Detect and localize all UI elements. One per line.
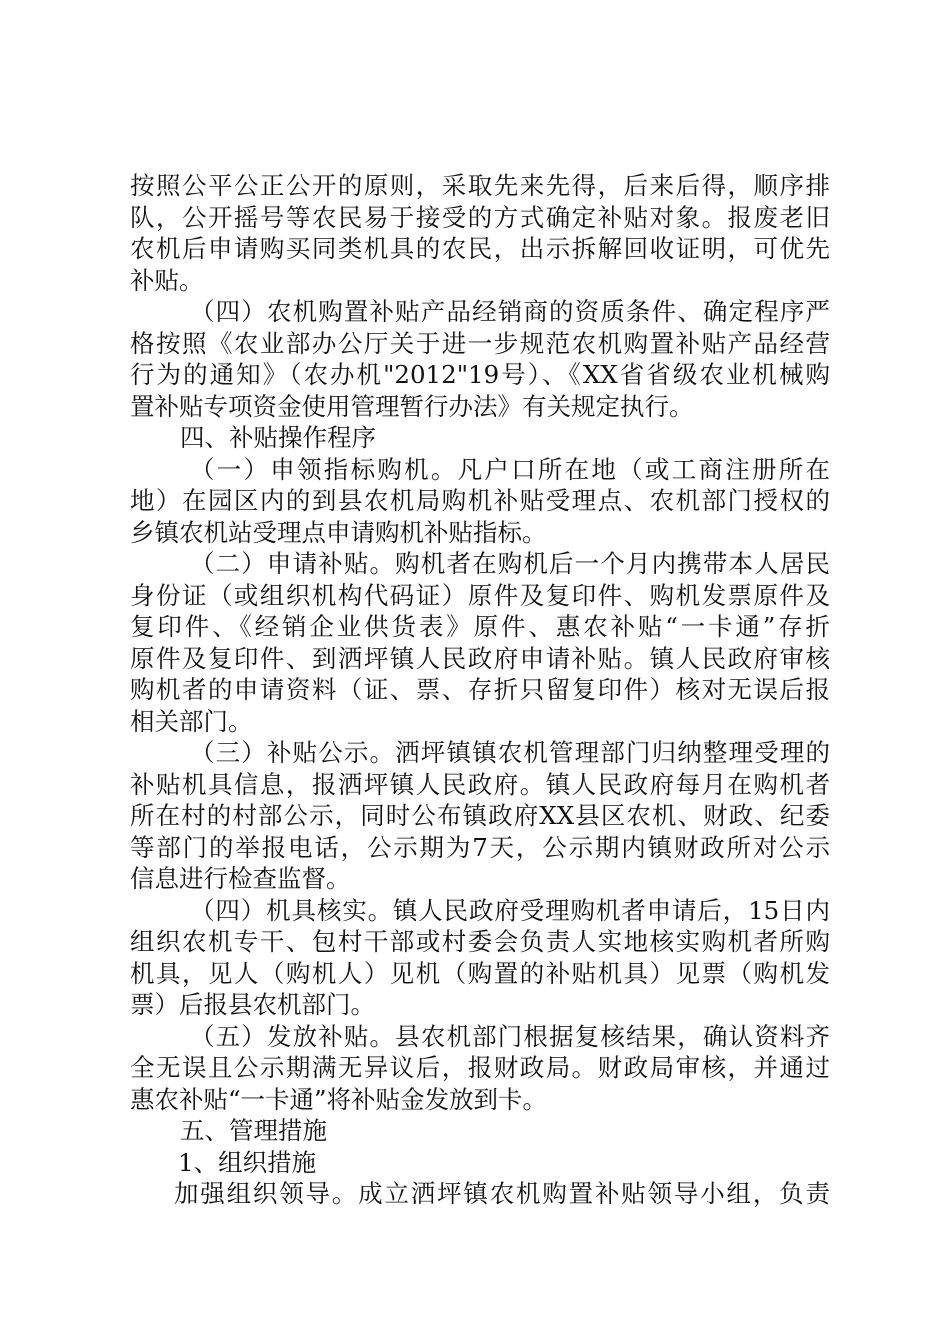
- text-line: 置补贴专项资金使用管理暂行办法》有关规定执行。: [130, 391, 694, 421]
- section-heading-management: [130, 1115, 830, 1147]
- text-line: （二）申请补贴。购机者在购机后一个月内携带本人居民: [190, 549, 830, 578]
- text-line: 惠农补贴“一卡通”将补贴金发放到卡。: [130, 1084, 548, 1114]
- text-line: 乡镇农机站受理点申请购机补贴指标。: [130, 517, 547, 547]
- text-line: （三）补贴公示。洒坪镇镇农机管理部门归纳整理受理的: [190, 738, 830, 767]
- paragraph-step-apply-subsidy: [130, 548, 830, 737]
- paragraph-leadership: [130, 1178, 830, 1210]
- text-line: 身份证（或组织机构代码证）原件及复印件、购机发票原件及: [130, 580, 830, 610]
- section-heading-procedure: [130, 422, 830, 454]
- text-line: 地）在园区内的到县农机局购机补贴受理点、农机部门授权的: [130, 486, 830, 515]
- paragraph-allocation-principle: [130, 170, 830, 296]
- text-line: 农机后申请购买同类机具的农民，出示拆解回收证明，可优先: [130, 234, 830, 263]
- text-line: 复印件、《经销企业供货表》原件、惠农补贴“一卡通”存折: [130, 612, 830, 641]
- subheading-organization: [130, 1147, 830, 1179]
- paragraph-step-apply-quota: [130, 454, 830, 549]
- text-line: 组织农机专干、包村干部或村委会负责人实地核实购机者所购: [130, 927, 830, 956]
- text-line: 相关部门。: [130, 706, 253, 736]
- text-line: 队，公开摇号等农民易于接受的方式确定补贴对象。报废老旧: [130, 202, 830, 232]
- text-line: 补贴。: [130, 265, 204, 295]
- heading-text: 五、管理措施: [180, 1116, 327, 1145]
- text-line: 行为的通知》（农办机"2012"19号）、《XX省省级农业机械购: [130, 360, 830, 389]
- text-line: 票）后报县农机部门。: [130, 990, 375, 1019]
- paragraph-step-public-notice: [130, 737, 830, 895]
- text-line: 全无误且公示期满无异议后，报财政局。财政局审核，并通过: [130, 1053, 830, 1082]
- paragraph-step-verification: [130, 895, 830, 1021]
- text-line: 补贴机具信息，报洒坪镇人民政府。镇人民政府每月在购机者: [130, 769, 830, 799]
- text-line: 购机者的申请资料（证、票、存折只留复印件）核对无误后报: [130, 675, 830, 704]
- text-line: 原件及复印件、到洒坪镇人民政府申请补贴。镇人民政府审核: [130, 643, 830, 673]
- paragraph-dealer-qualification: [130, 296, 830, 422]
- text-line: （四）机具核实。镇人民政府受理购机者申请后，15日内: [190, 895, 830, 925]
- heading-text: 1、组织措施: [178, 1147, 317, 1177]
- text-line: 等部门的举报电话，公示期为7天，公示期内镇财政所对公示: [130, 832, 830, 862]
- heading-text: 四、补贴操作程序: [180, 423, 376, 452]
- paragraph-step-disbursement: [130, 1021, 830, 1116]
- text-line: 按照公平公正公开的原则，采取先来先得，后来后得，顺序排: [130, 171, 830, 200]
- text-line: 机具，见人（购机人）见机（购置的补贴机具）见票（购机发: [130, 958, 830, 988]
- document-page: [130, 170, 830, 1210]
- text-line: 格按照《农业部办公厅关于进一步规范农机购置补贴产品经营: [130, 328, 830, 358]
- text-line: （一）申领指标购机。凡户口所在地（或工商注册所在: [190, 454, 830, 484]
- text-line: 加强组织领导。成立洒坪镇农机购置补贴领导小组，负责: [174, 1179, 830, 1208]
- text-line: 所在村的村部公示，同时公布镇政府XX县区农机、财政、纪委: [130, 801, 830, 830]
- text-line: （四）农机购置补贴产品经销商的资质条件、确定程序严: [190, 297, 830, 326]
- text-line: （五）发放补贴。县农机部门根据复核结果，确认资料齐: [190, 1021, 830, 1051]
- text-line: 信息进行检查监督。: [130, 864, 351, 893]
